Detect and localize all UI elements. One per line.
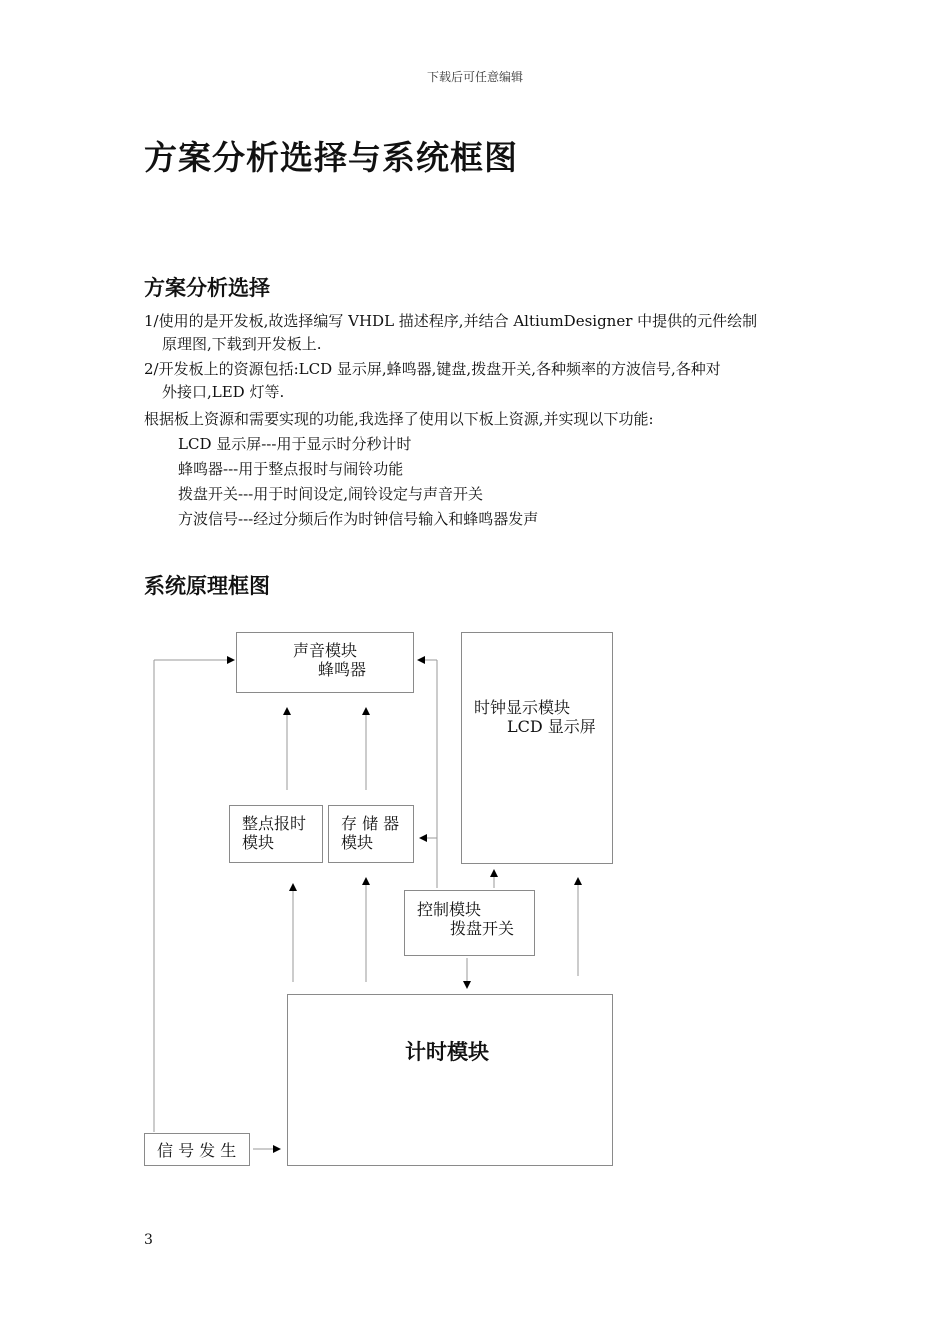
hourly-chime-sublabel: 模块 [242,833,275,852]
storage-box [328,805,414,863]
timer-module-label: 计时模块 [405,1040,489,1064]
sound-module-label: 声音模块 [293,641,358,660]
hourly-chime-label: 整点报时 [242,814,307,833]
hourly-chime-box [229,805,323,863]
resource-item-buzzer: 蜂鸣器---用于整点报时与闹铃功能 [178,460,404,478]
clock-display-label: 时钟显示模块 [474,698,571,717]
signal-generator-label: 信 号 发 生 [157,1141,237,1160]
paragraph-2-line-1: 2/开发板上的资源包括:LCD 显示屏,蜂鸣器,键盘,拨盘开关,各种频率的方波信号,各种对 [144,360,721,378]
timer-module-box [287,994,613,1166]
page-number: 3 [144,1232,153,1248]
signal-generator-box [144,1133,250,1166]
clock-display-box [461,632,613,864]
header-note: 下载后可任意编辑 [426,70,523,84]
control-module-box [404,890,535,956]
paragraph-2-line-2: 外接口,LED 灯等. [162,383,285,401]
resource-item-square-wave: 方波信号---经过分频后作为时钟信号输入和蜂鸣器发声 [178,510,539,528]
section-heading-analysis: 方案分析选择 [144,276,270,300]
sound-module-sublabel: 蜂鸣器 [318,660,367,679]
resource-item-switch: 拨盘开关---用于时间设定,闹铃设定与声音开关 [178,485,483,503]
sound-module-box [236,632,414,693]
page-title: 方案分析选择与系统框图 [144,138,518,177]
storage-label: 存 储 器 [341,814,400,833]
control-module-label: 控制模块 [417,900,482,919]
section-heading-diagram: 系统原理框图 [144,574,270,598]
paragraph-1-line-1: 1/使用的是开发板,故选择编写 VHDL 描述程序,并结合 AltiumDesigner 中提供的元件绘制 [144,312,758,330]
storage-sublabel: 模块 [341,833,374,852]
resource-item-lcd: LCD 显示屏---用于显示时分秒计时 [178,435,412,453]
control-module-sublabel: 拨盘开关 [450,919,515,938]
clock-display-sublabel: LCD 显示屏 [507,717,596,736]
paragraph-1-line-2: 原理图,下载到开发板上. [162,335,322,353]
paragraph-3: 根据板上资源和需要实现的功能,我选择了使用以下板上资源,并实现以下功能: [144,410,654,428]
